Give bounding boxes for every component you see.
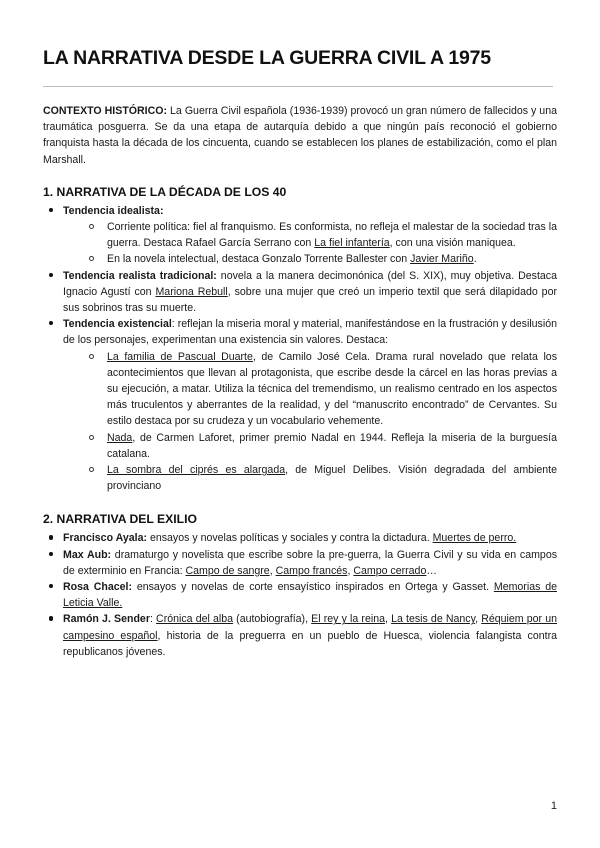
existencial-text: : reflejan la miseria moral y material, manifestándose en la frustración y desilusión de los personajes, experimentan una existencia sin valores. Destaca: [63, 318, 557, 347]
bullet-icon [49, 616, 53, 620]
work-title-javier-marino: Javier Mariño [410, 253, 474, 266]
sender-text-2: , [384, 613, 392, 626]
page-title: LA NARRATIVA DESDE LA GUERRA CIVIL A 1975 [43, 47, 491, 69]
aub-label: Max Aub: [63, 548, 112, 561]
hollow-bullet-icon [89, 354, 94, 359]
list-item-realista [43, 268, 557, 317]
work-title-campo-de-sangre: Campo de sangre [185, 564, 270, 577]
hollow-bullet-icon [89, 256, 94, 261]
context-label: CONTEXTO HISTÓRICO: [43, 105, 168, 117]
aub-sep-1: , [269, 564, 276, 577]
bullet-icon [49, 535, 53, 539]
work-title-campo-cerrado: Campo cerrado [353, 564, 427, 577]
bullet-icon [49, 273, 53, 277]
title-divider [43, 86, 553, 87]
work-title-la-fiel-infanteria: La fiel infantería [314, 237, 390, 250]
ayala-text: ensayos y novelas políticas y sociales y contra la dictadura. [147, 532, 433, 545]
section1-list [43, 203, 557, 495]
chacel-text: ensayos y novelas de corte ensayístico inspirados en Ortega y Gasset. [132, 581, 494, 594]
idealista-sub2-end: . [473, 253, 477, 266]
section-heading-1: 1. NARRATIVA DE LA DÉCADA DE LOS 40 [43, 184, 287, 199]
aub-sep-2: , [347, 564, 354, 577]
sublist-item [83, 430, 557, 462]
list-item-chacel [43, 579, 557, 611]
sender-label: Ramón J. Sender [63, 613, 150, 626]
sender-text-4: , historia de la preguerra en un pueblo de Huesca, violencia falangista contra republicanos jóvenes. [63, 629, 557, 658]
aub-ellipsis: … [426, 564, 437, 577]
work-title-memorias-leticia-valle: Memorias de Leticia Valle. [63, 581, 557, 610]
document-body [43, 103, 557, 660]
bullet-icon [49, 552, 53, 556]
sublist-item [83, 251, 557, 267]
list-item-sender [43, 611, 557, 660]
section2-list [43, 530, 557, 660]
context-text: La Guerra Civil española (1936-1939) provocó un gran número de fallecidos y una traumática posguerra. Se da una etapa de autarquía debido a que ningún país reconoció el gobierno franquista hasta la década de los cincuenta, cuando se establecen los planes de estabilización, como el plan Marshall. [43, 105, 557, 166]
idealista-label: Tendencia idealista: [63, 204, 164, 217]
bullet-icon [49, 208, 53, 212]
hollow-bullet-icon [89, 224, 94, 229]
hollow-bullet-icon [89, 435, 94, 440]
work-title-muertes-de-perro: Muertes de perro. [432, 532, 517, 545]
chacel-label: Rosa Chacel: [63, 581, 133, 594]
idealista-sub1-end: , con una visión maniquea. [389, 237, 516, 250]
work-title-nada: Nada [107, 431, 133, 444]
sender-colon: : [149, 613, 157, 626]
section-heading-2: 2. NARRATIVA DEL EXILIO [43, 512, 197, 527]
bullet-icon [49, 584, 53, 588]
work-title-la-sombra-del-cipres: La sombra del ciprés es alargada [107, 464, 286, 477]
hollow-bullet-icon [89, 467, 94, 472]
sombra-cipres-text: , de Miguel Delibes. Visión degradada del ambiente provinciano [107, 464, 558, 493]
aub-text: dramaturgo y novelista que escribe sobre la pre-guerra, la Guerra Civil y su vida en campos de exterminio en Francia: [63, 548, 558, 577]
nada-text: , de Carmen Laforet, primer premio Nadal en 1944. Refleja la miseria de la burguesía catalana. [107, 431, 557, 460]
bullet-icon [49, 321, 53, 325]
page-number: 1 [550, 800, 557, 812]
work-title-pascual-duarte: La familia de Pascual Duarte [107, 350, 253, 363]
realista-text-1: novela a la manera decimonónica (del S. XIX), muy objetiva. Destaca Ignacio Agustí con [63, 269, 557, 298]
list-item-idealista [43, 203, 557, 268]
sublist-item [83, 349, 557, 430]
sublist-item [83, 219, 557, 251]
pascual-duarte-text: , de Camilo José Cela. Drama rural novelado que relata los acontecimientos que llevan al protagonista, que escribe desde la cárcel en las horas previas a su ejecución, a matar. Utiliza la técnica del tremendismo, un realismo centrado en los aspectos más truculentos y aberrantes de la realidad, y del “manuscrito encontrado” de Cervantes. Su estilo destaca por su crudeza y un vocabulario vehemente. [107, 350, 557, 428]
ayala-label: Francisco Ayala: [63, 532, 147, 545]
realista-label: Tendencia realista tradicional: [63, 269, 217, 282]
existencial-sublist [63, 349, 557, 495]
context-paragraph [43, 103, 557, 168]
sender-text-3: , [475, 613, 482, 626]
realista-text-2: , sobre una mujer que creó un imperio textil que será dilapidado por sus sobrinos tras su muerte. [63, 285, 557, 315]
work-title-cronica-del-alba: Crónica del alba [156, 613, 234, 626]
idealista-sublist [63, 219, 557, 268]
list-item-ayala [43, 530, 557, 546]
work-title-mariona-rebull: Mariona Rebull [155, 285, 228, 298]
work-title-el-rey-y-la-reina: El rey y la reina [311, 613, 385, 626]
idealista-sub2-text: En la novela intelectual, destaca Gonzalo Torrente Ballester con [107, 253, 411, 266]
existencial-label: Tendencia existencial [63, 318, 172, 331]
work-title-campo-frances: Campo francés [275, 564, 348, 577]
work-title-requiem: Réquiem por un campesino español [63, 613, 557, 642]
sender-text-1: (autobiografía), [233, 613, 312, 626]
work-title-la-tesis-de-nancy: La tesis de Nancy [391, 613, 476, 626]
sublist-item [83, 462, 557, 494]
list-item-aub [43, 547, 557, 579]
idealista-sub1-text: Corriente política: fiel al franquismo. Es conformista, no refleja el malestar de la sociedad tras la guerra. Destaca Rafael García Serrano con [107, 221, 557, 250]
list-item-existencial [43, 316, 557, 494]
